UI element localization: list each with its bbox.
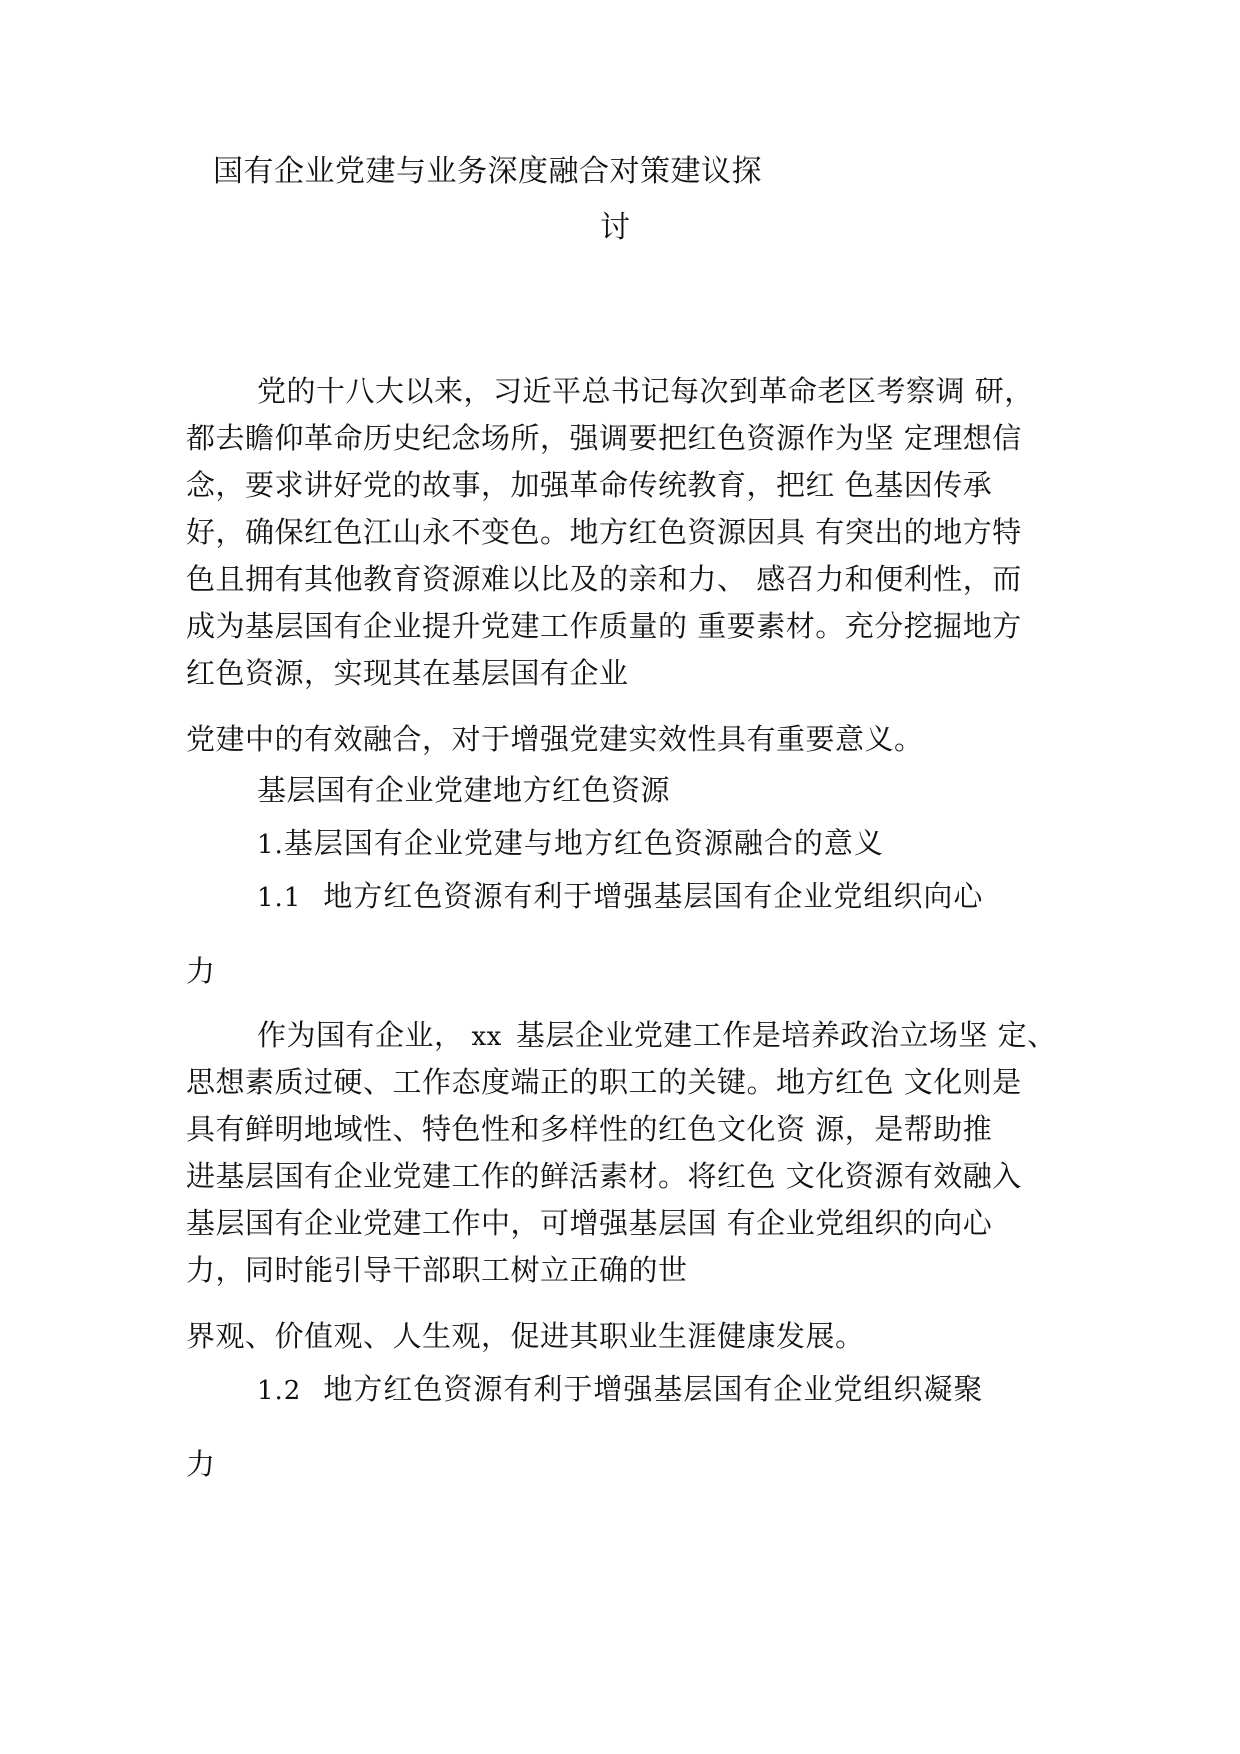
paragraph-1-line-2: 都去瞻仰革命历史纪念场所，强调要把红色资源作为坚 定理想信 xyxy=(186,421,1022,455)
subsection-1-1-title: 地方红色资源有利于增强基层国有企业党组织向心 xyxy=(323,879,984,913)
paragraph-2-line-7: 界观、价值观、人生观，促进其职业生涯健康发展。 xyxy=(186,1319,865,1353)
subsection-1-1-number: 1.1 xyxy=(257,883,302,913)
paragraph-2-number: xx xyxy=(471,1022,502,1052)
section-1-title: 基层国有企业党建与地方红色资源融合的意义 xyxy=(283,826,884,860)
subsection-1-2-heading-continued: 力 xyxy=(186,1447,217,1481)
paragraph-1-line-3: 念，要求讲好党的故事，加强革命传统教育，把红 色基因传承 xyxy=(186,468,993,502)
paragraph-2-line-4: 进基层国有企业党建工作的鲜活素材。将红色 文化资源有效融入 xyxy=(186,1159,1022,1193)
section-1-heading xyxy=(257,823,884,865)
paragraph-1-line-5: 色且拥有其他教育资源难以比及的亲和力、 感召力和便利性，而 xyxy=(186,562,1022,596)
document-title-line-1: 国有企业党建与业务深度融合对策建议探 xyxy=(213,154,762,189)
subsection-1-1-heading-continued: 力 xyxy=(186,954,217,988)
paragraph-2-line-2: 思想素质过硬、工作态度端正的职工的关键。地方红色 文化则是 xyxy=(186,1065,1022,1099)
paragraph-1-line-6: 成为基层国有企业提升党建工作质量的 重要素材。充分挖掘地方 xyxy=(186,609,1022,643)
paragraph-1-line-4: 好，确保红色江山永不变色。地方红色资源因具 有突出的地方特 xyxy=(186,515,1022,549)
paragraph-2-line-1-pre: 作为国有企业， xyxy=(257,1018,464,1052)
subsection-1-1-heading xyxy=(257,876,983,918)
document-title-line-2: 讨 xyxy=(600,210,631,245)
paragraph-2-line-5: 基层国有企业党建工作中，可增强基层国 有企业党组织的向心 xyxy=(186,1206,993,1240)
paragraph-1-line-1: 党的十八大以来，习近平总书记每次到革命老区考察调 研， xyxy=(257,374,1034,408)
paragraph-1-line-7: 红色资源，实现其在基层国有企业 xyxy=(186,656,629,690)
keywords-line: 基层国有企业党建地方红色资源 xyxy=(257,773,671,807)
paragraph-2-line-1-post: 基层企业党建工作是培养政治立场坚 定、 xyxy=(515,1018,1057,1052)
section-1-number: 1. xyxy=(257,830,284,860)
paragraph-1-line-8: 党建中的有效融合，对于增强党建实效性具有重要意义。 xyxy=(186,722,924,756)
paragraph-2-line-1 xyxy=(257,1015,1057,1057)
subsection-1-2-title: 地方红色资源有利于增强基层国有企业党组织凝聚 xyxy=(323,1372,984,1406)
paragraph-2-line-3: 具有鲜明地域性、特色性和多样性的红色文化资 源，是帮助推 xyxy=(186,1112,993,1146)
subsection-1-2-heading xyxy=(257,1369,983,1411)
subsection-1-2-number: 1.2 xyxy=(257,1376,302,1406)
paragraph-2-line-6: 力，同时能引导干部职工树立正确的世 xyxy=(186,1253,688,1287)
